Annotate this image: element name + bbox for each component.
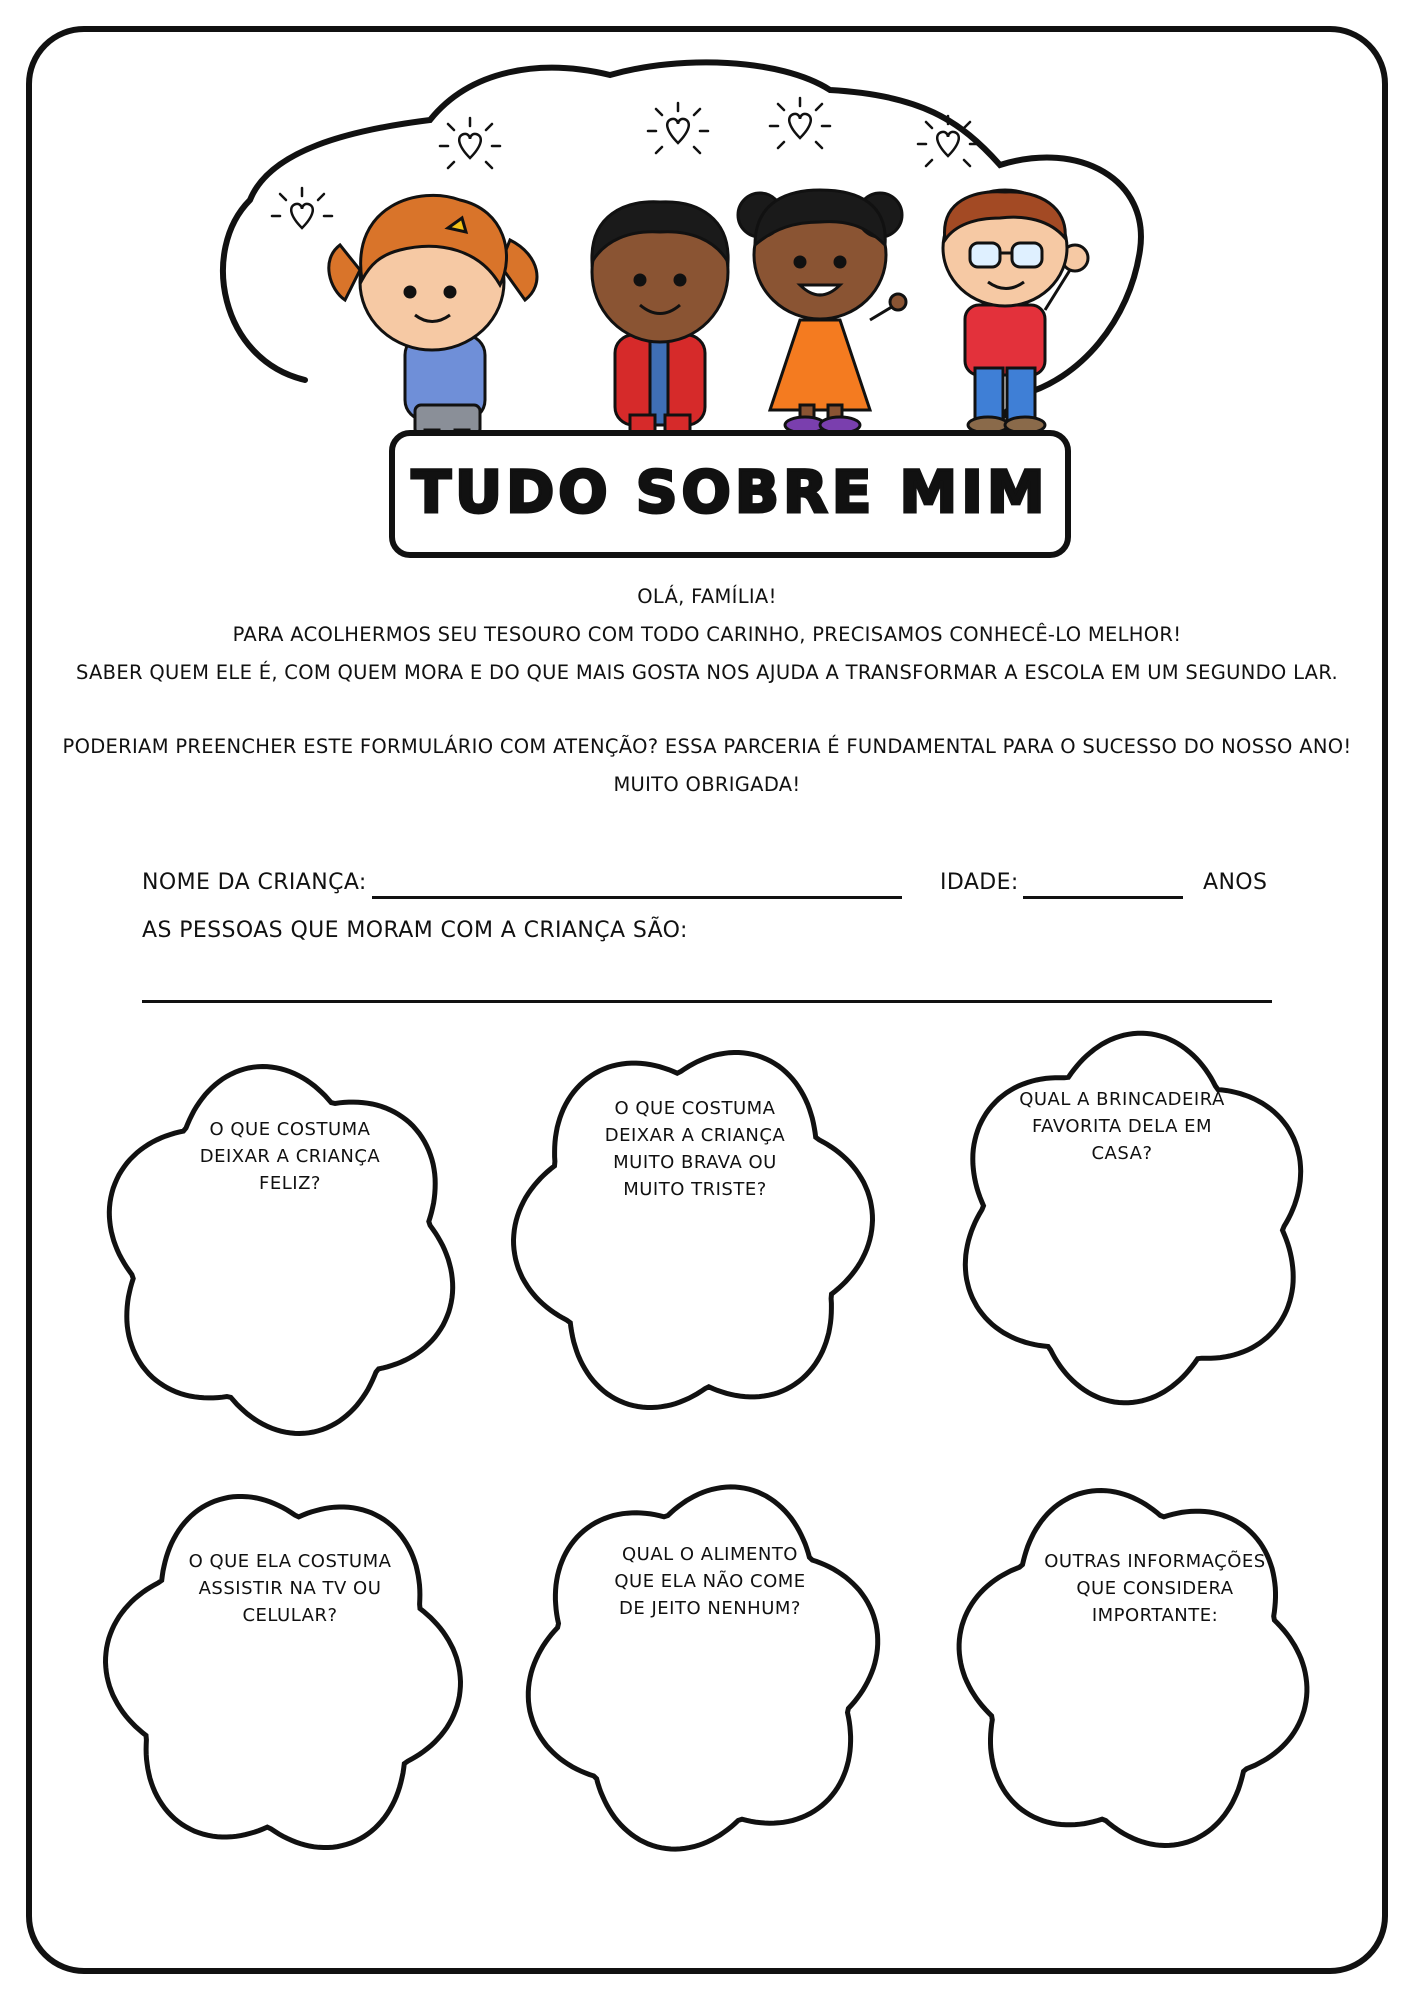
child-girl-pigtails	[329, 195, 537, 461]
question-angry-sad: O QUE COSTUMA DEIXAR A CRIANÇA MUITO BRAVA OU MUITO TRISTE?	[604, 1098, 786, 1200]
child-boy-glasses	[943, 190, 1088, 433]
household-label: AS PESSOAS QUE MORAM COM A CRIANÇA SÃO:	[142, 918, 688, 943]
child-girl-orange-dress	[738, 190, 906, 433]
flower-box-other-info[interactable]	[959, 1491, 1307, 1846]
age-field[interactable]	[1023, 896, 1183, 899]
intro-line-1: PARA ACOLHERMOS SEU TESOURO COM TODO CARINHO, PRECISAMOS CONHECÊ-LO MELHOR!	[232, 623, 1182, 646]
intro-thanks: MUITO OBRIGADA!	[613, 773, 801, 796]
age-label: IDADE:	[940, 870, 1019, 895]
question-disliked-food: QUAL O ALIMENTO QUE ELA NÃO COME DE JEITO NENHUM?	[614, 1544, 806, 1619]
intro-greeting: OLÁ, FAMÍLIA!	[637, 585, 777, 608]
household-field[interactable]	[142, 1000, 1272, 1003]
question-happy: O QUE COSTUMA DEIXAR A CRIANÇA FELIZ?	[199, 1119, 381, 1194]
child-name-field[interactable]	[372, 896, 902, 899]
question-tv-phone: O QUE ELA COSTUMA ASSISTIR NA TV OU CELULAR?	[188, 1551, 392, 1626]
intro-text	[50, 578, 1364, 804]
intro-line-2: SABER QUEM ELE É, COM QUEM MORA E DO QUE MAIS GOSTA NOS AJUDA A TRANSFORMAR A ESCOLA EM UM SEGUNDO LAR.	[76, 661, 1338, 684]
title: TUDO SOBRE MIM	[411, 458, 1049, 526]
age-unit-label: ANOS	[1203, 870, 1268, 895]
question-other-info: OUTRAS INFORMAÇÕES QUE CONSIDERA IMPORTANTE:	[1044, 1551, 1266, 1626]
child-name-label: NOME DA CRIANÇA:	[142, 870, 367, 895]
question-favorite-game: QUAL A BRINCADEIRA FAVORITA DELA EM CASA?	[1019, 1089, 1225, 1164]
intro-line-3: PODERIAM PREENCHER ESTE FORMULÁRIO COM ATENÇÃO? ESSA PARCERIA É FUNDAMENTAL PARA O SUCESSO DO NOSSO ANO!	[62, 735, 1352, 758]
child-boy-red-jacket	[592, 202, 728, 450]
